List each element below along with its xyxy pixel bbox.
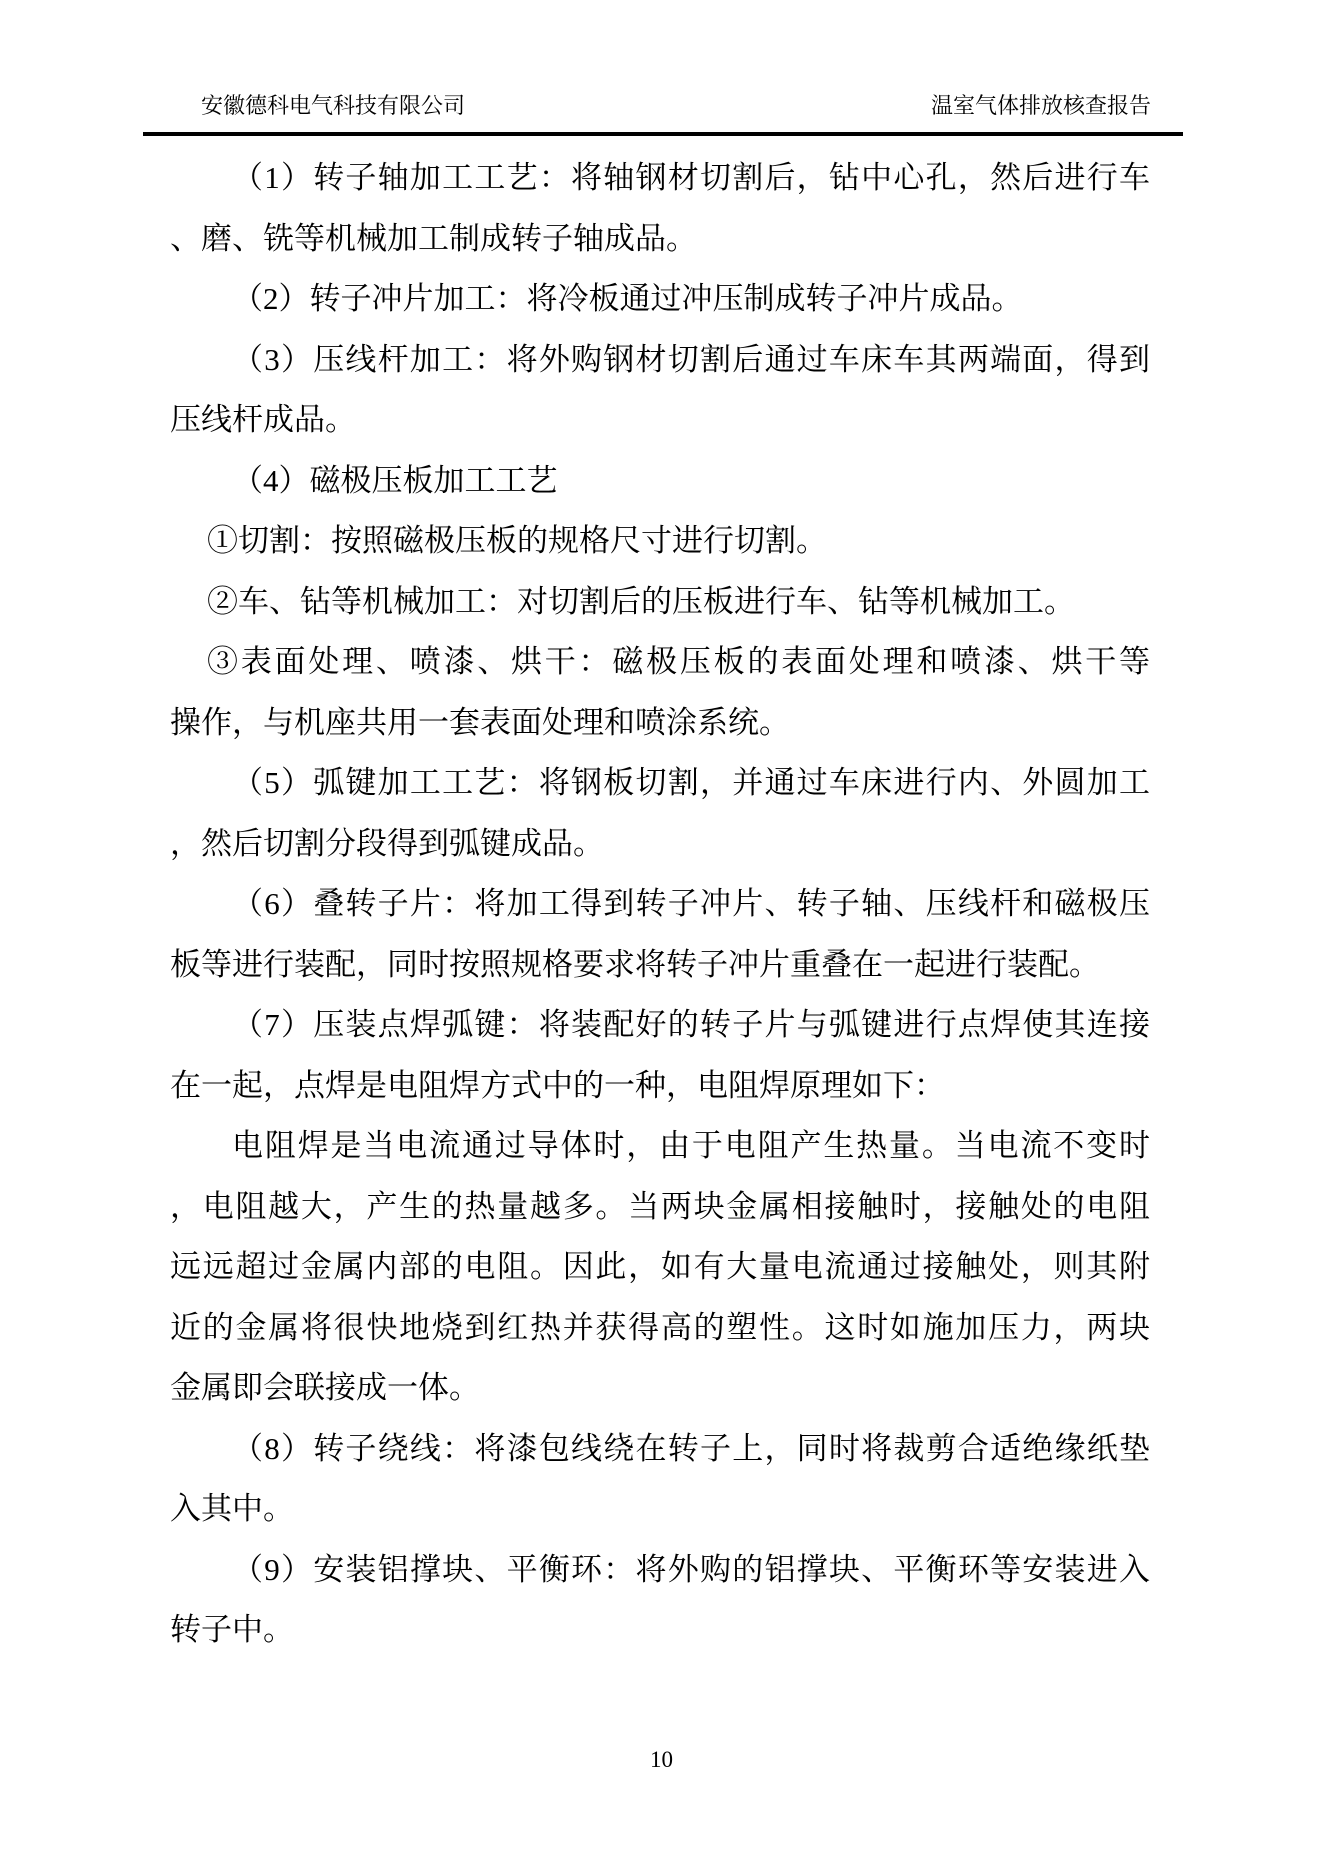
- header-report-title: 温室气体排放核查报告: [930, 93, 1151, 118]
- text-line: 近的金属将很快地烧到红热并获得高的塑性。这时如施加压力，两块: [170, 1309, 1150, 1345]
- paragraph: [170, 330, 1150, 451]
- text-line: ①切割：按照磁极压板的规格尺寸进行切割。: [207, 523, 827, 558]
- text-line: 、磨、铣等机械加工制成转子轴成品。: [170, 220, 697, 256]
- text-line: ，电阻越大，产生的热量越多。当两块金属相接触时，接触处的电阻: [170, 1188, 1150, 1224]
- paragraph: [170, 1419, 1150, 1540]
- paragraph: [170, 148, 1150, 269]
- text-line: （8）转子绕线：将漆包线绕在转子上，同时将裁剪合适绝缘纸垫: [232, 1430, 1150, 1466]
- text-line: 转子中。: [170, 1612, 294, 1647]
- text-line: 远远超过金属内部的电阻。因此，如有大量电流通过接触处，则其附: [170, 1249, 1150, 1284]
- paragraph: [170, 269, 1150, 330]
- text-line: （4）磁极压板加工工艺: [232, 462, 558, 498]
- paragraph: [170, 1116, 1150, 1419]
- paragraph: [170, 995, 1150, 1116]
- paragraph: [170, 753, 1150, 874]
- text-line: 压线杆成品。: [170, 402, 356, 437]
- text-line: 板等进行装配，同时按照规格要求将转子冲片重叠在一起进行装配。: [170, 946, 1100, 982]
- text-line: ③表面处理、喷漆、烘干：磁极压板的表面处理和喷漆、烘干等: [207, 644, 1150, 679]
- page-footer: [0, 1745, 1323, 1775]
- text-line: ，然后切割分段得到弧键成品。: [170, 825, 604, 861]
- text-line: 金属即会联接成一体。: [170, 1370, 480, 1405]
- text-line: （3）压线杆加工：将外购钢材切割后通过车床车其两端面，得到: [232, 341, 1150, 377]
- paragraph: [170, 632, 1150, 753]
- paragraph: [170, 1540, 1150, 1661]
- text-line: ②车、钻等机械加工：对切割后的压板进行车、钻等机械加工。: [207, 583, 1075, 619]
- header-company-name: 安徽德科电气科技有限公司: [201, 93, 466, 118]
- paragraph: [170, 572, 1150, 633]
- text-line: （9）安装铝撑块、平衡环：将外购的铝撑块、平衡环等安装进入: [232, 1551, 1150, 1587]
- paragraph: [170, 451, 1150, 512]
- text-line: 电阻焊是当电流通过导体时，由于电阻产生热量。当电流不变时: [232, 1128, 1150, 1163]
- text-line: 入其中。: [170, 1491, 294, 1526]
- text-line: （2）转子冲片加工：将冷板通过冲压制成转子冲片成品。: [232, 281, 1023, 316]
- document-body: [170, 148, 1150, 1661]
- page-number: 10: [650, 1747, 673, 1772]
- paragraph: [170, 874, 1150, 995]
- page-header: [143, 92, 1183, 136]
- text-line: （7）压装点焊弧键：将装配好的转子片与弧键进行点焊使其连接: [232, 1007, 1150, 1042]
- text-line: 在一起，点焊是电阻焊方式中的一种，电阻焊原理如下：: [170, 1067, 945, 1103]
- text-line: （5）弧键加工工艺：将钢板切割，并通过车床进行内、外圆加工: [232, 765, 1150, 800]
- text-line: 操作，与机座共用一套表面处理和喷涂系统。: [170, 704, 790, 740]
- text-line: （1）转子轴加工工艺：将轴钢材切割后，钻中心孔，然后进行车: [232, 160, 1150, 195]
- paragraph: [170, 511, 1150, 572]
- text-line: （6）叠转子片：将加工得到转子冲片、转子轴、压线杆和磁极压: [232, 886, 1150, 921]
